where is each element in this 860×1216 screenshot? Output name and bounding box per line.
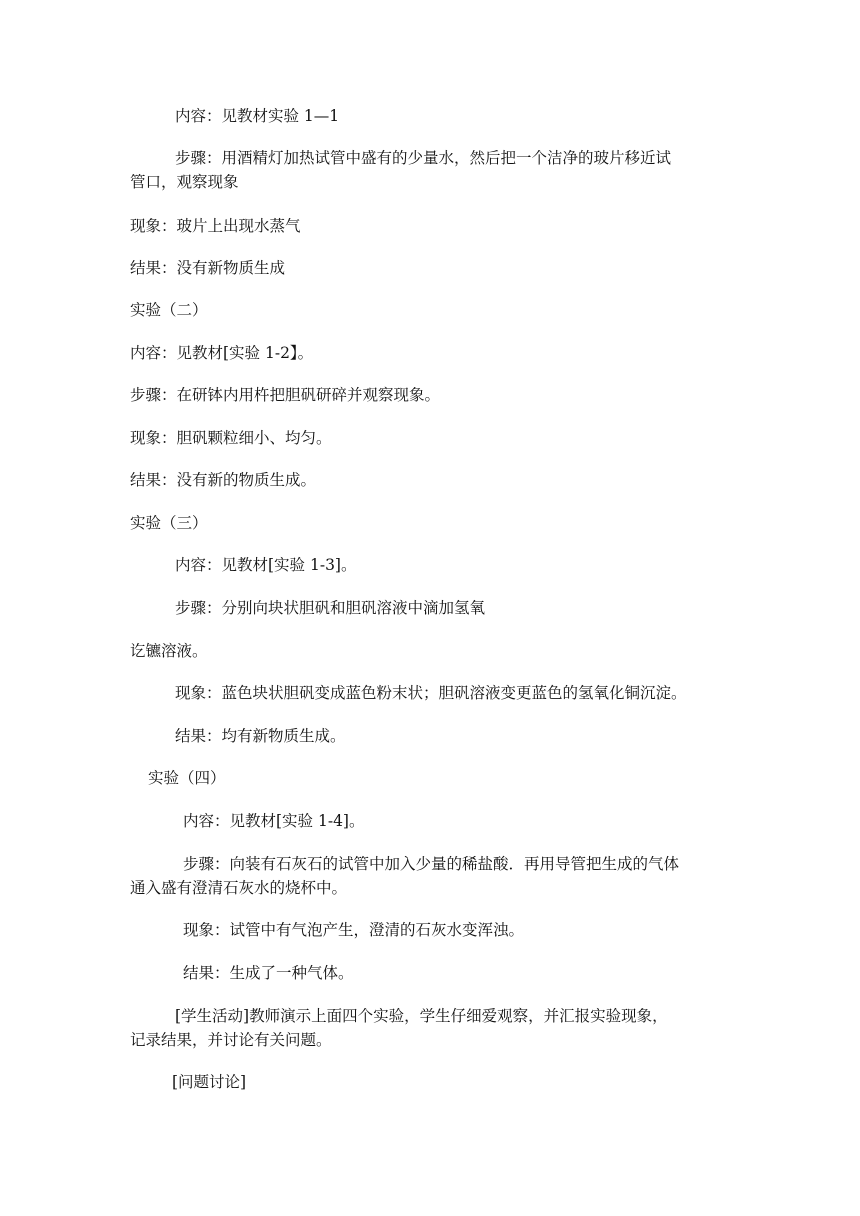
exp1-result: 结果：没有新物质生成 <box>130 259 286 277</box>
exp4-heading: 实验（四） <box>148 769 226 787</box>
exp4-result: 结果：生成了一种气体。 <box>183 964 354 982</box>
exp3-steps-line1: 步骤：分别向块状胆矾和胆矾溶液中滴加氢氧 <box>175 599 486 617</box>
exp3-phenomenon: 现象：蓝色块状胆矾变成蓝色粉末状；胆矾溶液变更蓝色的氢氧化铜沉淀。 <box>175 684 687 702</box>
exp3-steps-line2: 讫镳溶液。 <box>130 642 208 660</box>
student-activity-line2: 记录结果，并讨论有关问题。 <box>130 1031 332 1049</box>
exp2-result: 结果：没有新的物质生成。 <box>130 471 317 489</box>
exp3-content: 内容：见教材[实验 1-3]。 <box>175 556 357 574</box>
student-activity-line1: [学生活动]教师演示上面四个实验，学生仔细爱观察，并汇报实验现象， <box>175 1007 668 1025</box>
exp3-result: 结果：均有新物质生成。 <box>175 727 346 745</box>
exp1-phenomenon: 现象：玻片上出现水蒸气 <box>130 217 301 235</box>
exp4-steps-line2: 通入盛有澄清石灰水的烧杯中。 <box>130 879 348 897</box>
exp2-content: 内容：见教材[实验 1-2】。 <box>130 344 314 362</box>
exp1-steps-line1: 步骤：用酒精灯加热试管中盛有的少量水，然后把一个洁净的玻片移近试 <box>175 149 672 167</box>
exp4-steps-line1: 步骤：向装有石灰石的试管中加入少量的稀盐酸．再用导管把生成的气体 <box>183 855 680 873</box>
question-discussion-heading: [问题讨论] <box>172 1073 247 1091</box>
exp2-phenomenon: 现象：胆矾颗粒细小、均匀。 <box>130 429 332 447</box>
exp1-steps-line2: 管口，观察现象 <box>130 173 239 191</box>
exp2-steps: 步骤：在研钵内用杵把胆矾研碎并观察现象。 <box>130 386 441 404</box>
exp3-heading: 实验（三） <box>130 514 208 532</box>
exp4-phenomenon: 现象：试管中有气泡产生，澄清的石灰水变浑浊。 <box>183 921 525 939</box>
exp4-content: 内容：见教材[实验 1-4]。 <box>183 812 365 830</box>
exp2-heading: 实验（二） <box>130 301 208 319</box>
exp1-content: 内容：见教材实验 1—1 <box>175 107 340 125</box>
